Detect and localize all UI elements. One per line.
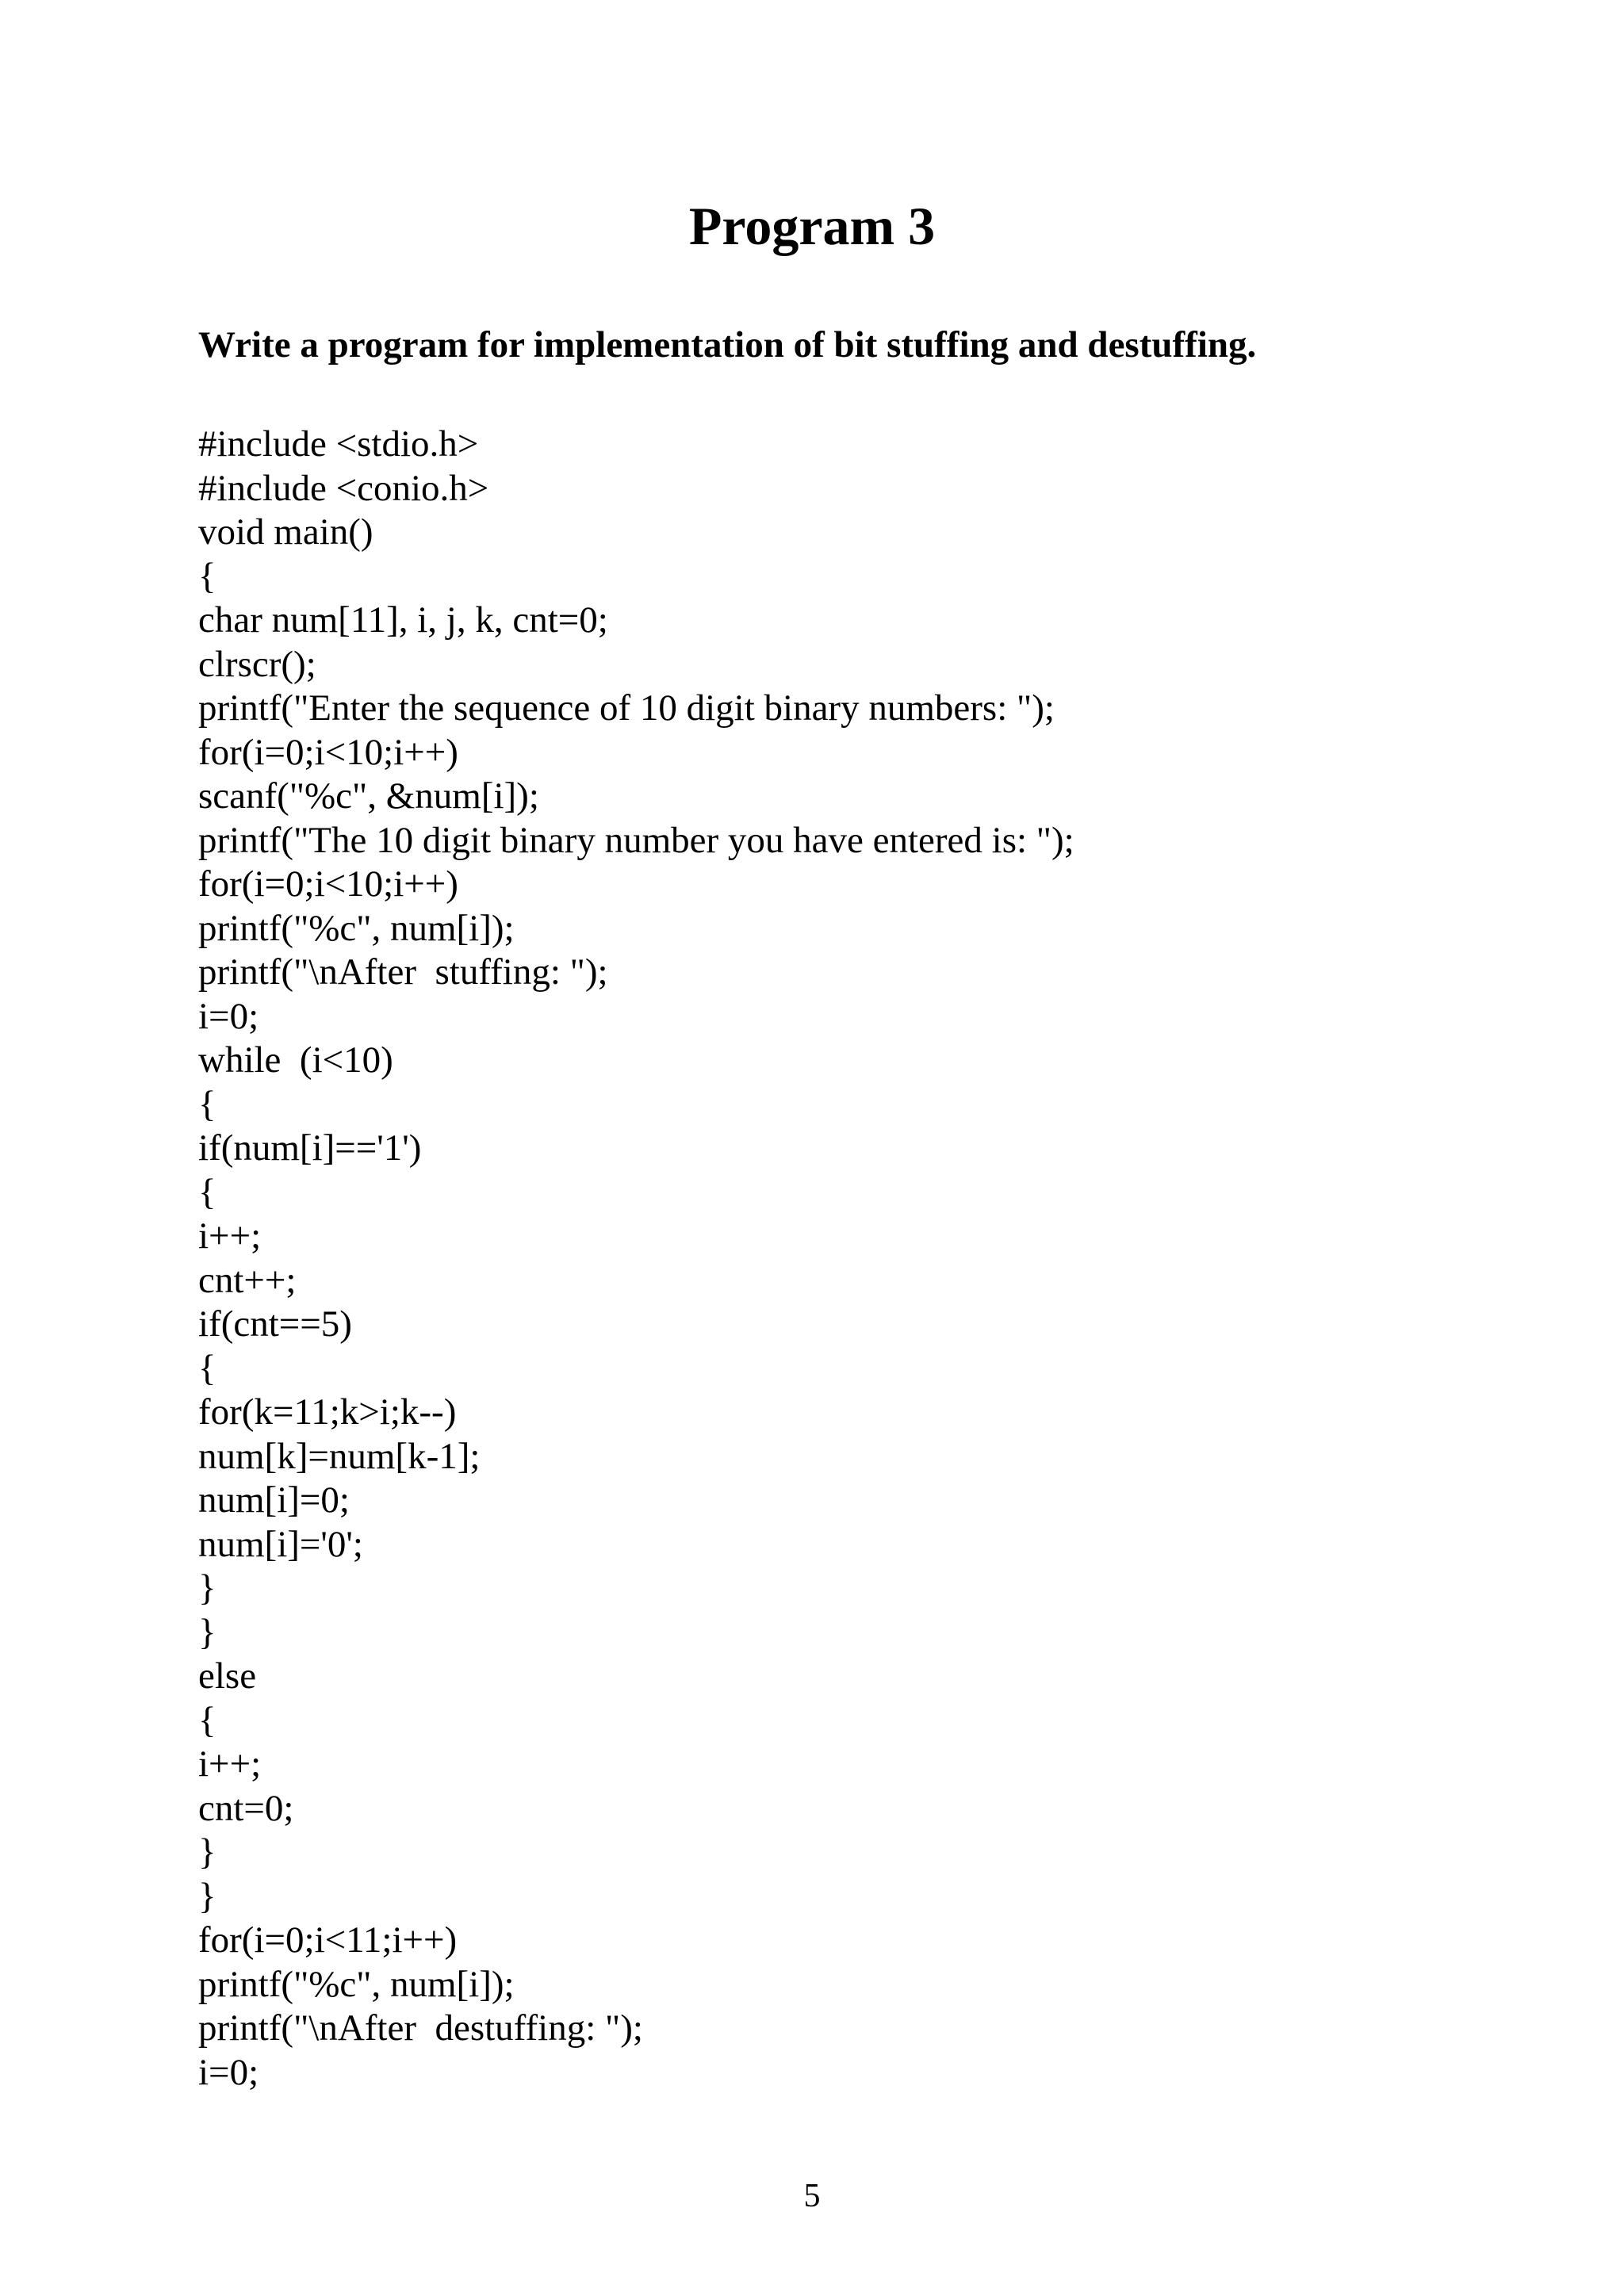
- code-line: printf("The 10 digit binary number you have entered is: ");: [198, 819, 1074, 861]
- code-line: printf("Enter the sequence of 10 digit binary numbers: ");: [198, 687, 1055, 729]
- code-line: i++;: [198, 1215, 262, 1257]
- code-line: printf("%c", num[i]);: [198, 1963, 515, 2005]
- code-line: #include <conio.h>: [198, 467, 489, 509]
- code-line: num[i]='0';: [198, 1523, 363, 1565]
- code-line: printf("\nAfter stuffing: ");: [198, 951, 608, 993]
- code-line: num[i]=0;: [198, 1479, 350, 1521]
- code-line: {: [198, 555, 216, 597]
- code-line: }: [198, 1567, 216, 1609]
- code-line: if(cnt==5): [198, 1303, 352, 1345]
- code-line: for(i=0;i<11;i++): [198, 1919, 458, 1961]
- code-line: printf("\nAfter destuffing: ");: [198, 2007, 643, 2049]
- code-line: printf("%c", num[i]);: [198, 907, 515, 949]
- page-number: 5: [803, 2178, 821, 2214]
- code-line: char num[11], i, j, k, cnt=0;: [198, 599, 608, 641]
- code-line: scanf("%c", &num[i]);: [198, 775, 539, 817]
- code-line: }: [198, 1875, 216, 1917]
- assignment-question: Write a program for implementation of bit stuffing and destuffing.: [198, 324, 1257, 365]
- code-line: for(i=0;i<10;i++): [198, 863, 458, 905]
- code-line: cnt=0;: [198, 1787, 294, 1829]
- code-line: i=0;: [198, 2051, 259, 2093]
- page-title: Program 3: [688, 196, 936, 256]
- code-listing: [198, 423, 1507, 2095]
- code-line: if(num[i]=='1'): [198, 1127, 422, 1169]
- code-line: for(k=11;k>i;k--): [198, 1391, 457, 1433]
- code-line: }: [198, 1611, 216, 1653]
- code-line: num[k]=num[k-1];: [198, 1435, 481, 1477]
- code-line: i++;: [198, 1743, 262, 1785]
- code-line: i=0;: [198, 995, 259, 1037]
- code-line: {: [198, 1083, 216, 1125]
- code-line: {: [198, 1347, 216, 1389]
- code-line: clrscr();: [198, 643, 316, 685]
- code-line: void main(): [198, 511, 373, 553]
- code-line: {: [198, 1699, 216, 1741]
- code-line: {: [198, 1171, 216, 1213]
- code-line: else: [198, 1655, 257, 1697]
- code-line: while (i<10): [198, 1039, 393, 1081]
- code-line: cnt++;: [198, 1259, 297, 1301]
- code-line: #include <stdio.h>: [198, 423, 479, 465]
- code-line: }: [198, 1831, 216, 1873]
- code-line: for(i=0;i<10;i++): [198, 731, 458, 773]
